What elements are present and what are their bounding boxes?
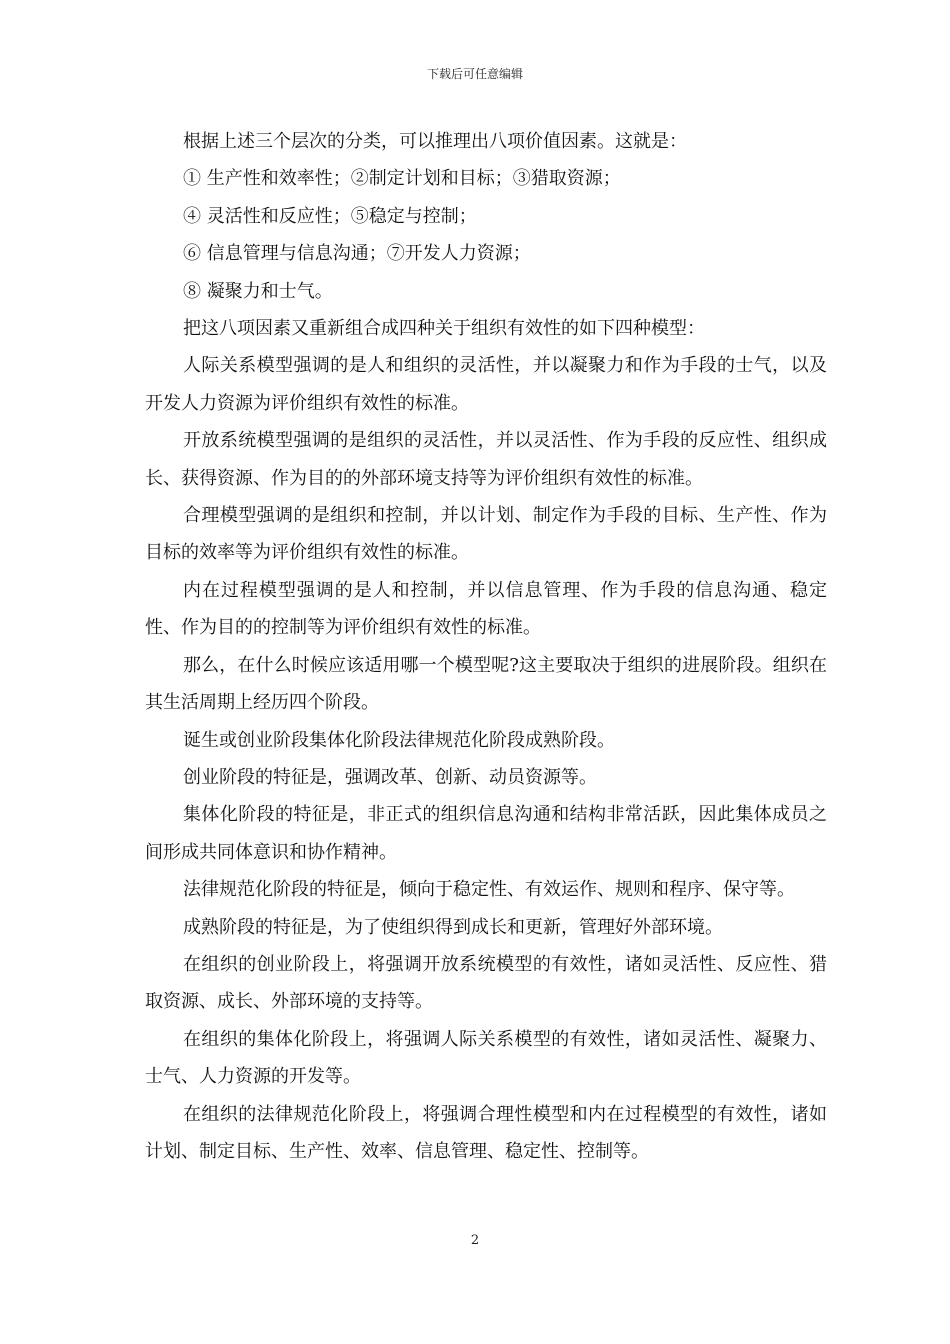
list-item-factors-6-7: ⑥ 信息管理与信息沟通；⑦开发人力资源； [183,243,531,265]
paragraph-formalization-stage: 法律规范化阶段的特征是，倾向于稳定性、有效运作、规则和程序、保守等。 [183,879,795,901]
paragraph-collectivity-stage: 集体化阶段的特征是，非正式的组织信息沟通和结构非常活跃，因此集体成员之间形成共同体意识和协作精神。 [145,804,827,863]
paragraph: 把这八项因素又重新组合成四种关于组织有效性的如下四种模型： [183,318,705,340]
paragraph: 在组织的创业阶段上，将强调开放系统模型的有效性，诸如灵活性、反应性、猎取资源、成长、外部环境的支持等。 [145,953,827,1013]
paragraph: 那么，在什么时候应该适用哪一个模型呢?这主要取决于组织的进展阶段。组织在其生活周期上经历四个阶段。 [145,654,827,714]
list-item-factors-4-5: ④ 灵活性和反应性；⑤稳定与控制； [183,205,477,227]
paragraph-internal-process-model: 内在过程模型强调的是人和控制，并以信息管理、作为手段的信息沟通、稳定性、作为目的的控制等为评价组织有效性的标准。 [145,579,827,639]
paragraph: 在组织的集体化阶段上，将强调人际关系模型的有效性，诸如灵活性、凝聚力、士气、人力资源的开发等。 [145,1028,827,1088]
paragraph-maturity-stage: 成熟阶段的特征是，为了使组织得到成长和更新，管理好外部环境。 [183,916,723,938]
paragraph: 在组织的法律规范化阶段上，将强调合理性模型和内在过程模型的有效性，诸如计划、制定目标、生产性、效率、信息管理、稳定性、控制等。 [145,1103,827,1162]
paragraph-rational-model: 合理模型强调的是组织和控制，并以计划、制定作为手段的目标、生产性、作为目标的效率等为评价组织有效性的标准。 [145,505,827,564]
paragraph: 根据上述三个层次的分类，可以推理出八项价值因素。这就是： [183,131,687,152]
list-item-factor-8: ⑧ 凝聚力和士气。 [183,280,333,302]
paragraph-startup-stage: 创业阶段的特征是，强调改革、创新、动员资源等。 [183,766,597,788]
document-body [145,123,827,1170]
paragraph-open-system-model: 开放系统模型强调的是组织的灵活性，并以灵活性、作为手段的反应性、组织成长、获得资源、作为目的的外部环境支持等为评价组织有效性的标准。 [145,430,827,489]
list-item-factors-1-3: ① 生产性和效率性；②制定计划和目标；③猎取资源； [183,168,621,190]
paragraph-human-relations-model: 人际关系模型强调的是人和组织的灵活性，并以凝聚力和作为手段的士气，以及开发人力资源为评价组织有效性的标准。 [145,355,827,414]
page-number: 2 [470,1233,480,1248]
paragraph-stages: 诞生或创业阶段集体化阶段法律规范化阶段成熟阶段。 [183,729,615,751]
page-header-note: 下载后可任意编辑 [426,67,523,81]
